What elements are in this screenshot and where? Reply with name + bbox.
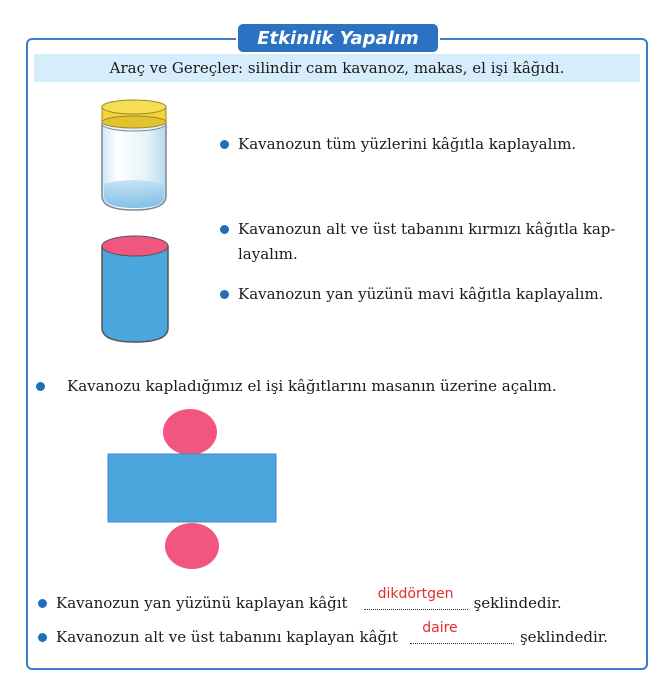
question-1: Kavanozun yan yüzünü kaplayan kâğıt dikdörtgen şeklindedir. [38, 591, 562, 616]
bullet-icon [220, 290, 229, 299]
bullet-icon [38, 599, 47, 608]
bullet-icon [36, 382, 45, 391]
step-3: Kavanozun yan yüzünü mavi kâğıtla kaplayalım. [220, 282, 603, 307]
bullet-icon [38, 633, 47, 642]
step-4: Kavanozu kapladığımız el işi kâğıtlarını masanın üzerine açalım. [36, 374, 557, 399]
materials-line: Araç ve Gereçler: silindir cam kavanoz, makas, el işi kâğıdı. [34, 54, 640, 82]
answer-blank-2[interactable]: daire [410, 625, 514, 644]
step-1: Kavanozun tüm yüzlerini kâğıtla kaplayalım. [220, 132, 576, 157]
covered-jar-image [98, 232, 174, 346]
bullet-icon [220, 140, 229, 149]
cylinder-net-image [106, 408, 278, 574]
activity-title: Etkinlik Yapalım [238, 24, 438, 52]
glass-jar-image [96, 98, 172, 214]
answer-blank-1[interactable]: dikdörtgen [364, 591, 468, 610]
bullet-icon [220, 225, 229, 234]
question-2: Kavanozun alt ve üst tabanını kaplayan kâğıt daire şeklindedir. [38, 625, 608, 650]
step-2: Kavanozun alt ve üst tabanını kırmızı kâğıtla kap- layalım. [220, 217, 644, 267]
